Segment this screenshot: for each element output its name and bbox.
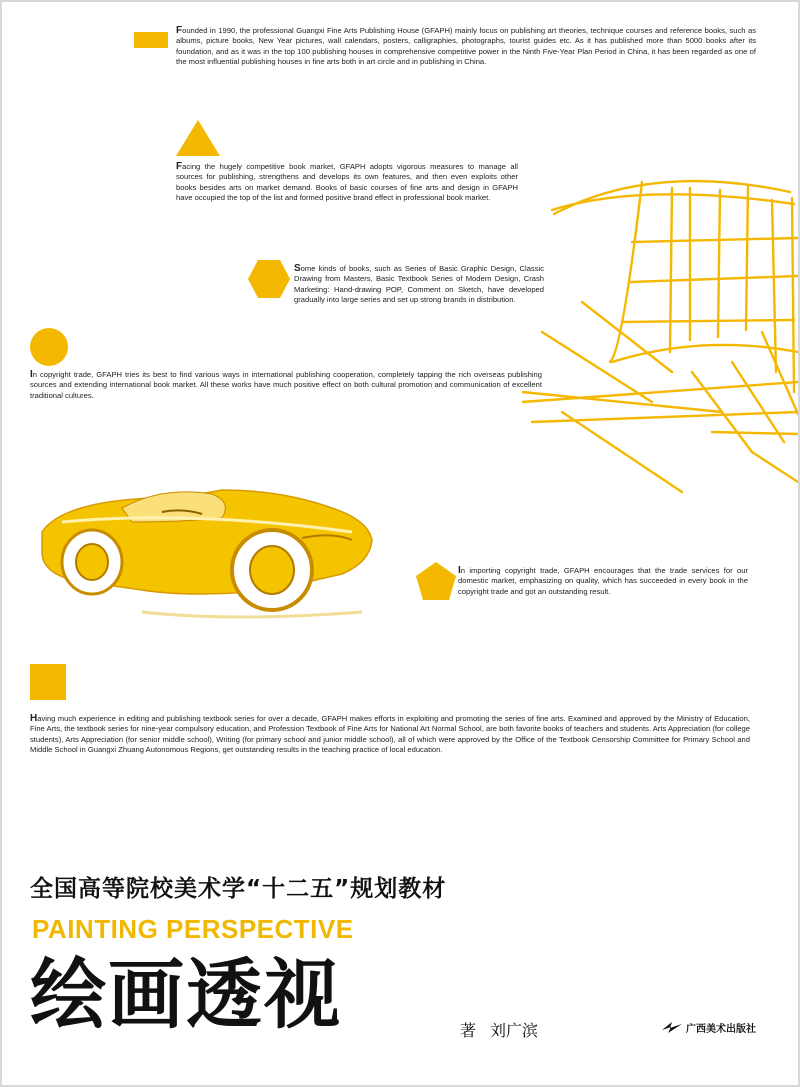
paragraph-founding: Founded in 1990, the professional Guangxi Fine Arts Publishing House (GFAPH) mainly focus on publishing art theories, technique courses and reference books, such as albums, picture books, New Year pictures, wall calendars, posters, calligraphies, photographs, tourist guides etc. As it has published more than 5000 books after its foundation, and as it was in the top 100 publishing houses in comprehensive competitive power in the Ninth Five-Year Plan Period in China, it has been regarded as one of the most influential publishing houses in fine arts both in art circle and in publishing in China. — [176, 25, 756, 67]
publisher-name: 广西美术出版社 — [686, 1024, 756, 1035]
publisher-logo-icon — [660, 1020, 684, 1034]
pentagon-icon — [416, 562, 456, 600]
paragraph-copyright-trade: In copyright trade, GFAPH tries its best to find various ways in international publishing cooperation, completely tapping the rich overseas publishing sources and extending international book market. All these works have much positive effect on both cultural promotion and communication of excellent traditional cultures. — [30, 369, 542, 400]
author-credit — [460, 1018, 610, 1041]
paragraph-market: Facing the hugely competitive book market, GFAPH adopts vigorous measures to manage all sources for publishing, strengthens and develops its own features, and then even exploits other books besides arts on market demand. Books of basic courses of fine arts and design in GFAPH have occupied the top of the list and formed positive brand effect in professional book market. — [176, 161, 518, 203]
author-name: 刘广滨 — [490, 1021, 539, 1040]
paragraph-textbook-series: Having much experience in editing and publishing textbook series for over a decade, GFAPH makes efforts in exploiting and promoting the series of fine arts. Examined and approved by the Ministry of Education, Fine Arts, the textbook series for nine-year compulsory education, and Profession Textbook of Fine Arts for National Art Normal School, are both favorite books of teachers and students. Arts Appreciation (for college students), Arts Appreciation (for senior middle school), Writing (for primary school and junior middle school), all of which were approved by the Office of the Textbook Censorship Committee for Primary School and Middle School in Guangxi Zhuang Autonomous Regions, get outstanding results in the teaching practice of local education. — [30, 713, 750, 755]
author-role: 著 — [460, 1021, 477, 1040]
series-title: 全国高等院校美术学“十二五”规划教材 — [30, 876, 447, 902]
paragraph-importing-copyright: In importing copyright trade, GFAPH encourages that the trade services for our domestic market, emphasizing on quality, which has succeeded in every book in the copyright trade and got an outstanding result. — [458, 565, 748, 596]
square-icon — [30, 664, 66, 700]
triangle-icon — [176, 120, 220, 156]
building-perspective-sketch — [522, 152, 800, 502]
english-book-title: PAINTING PERSPECTIVE — [32, 914, 354, 944]
rectangle-icon — [134, 32, 168, 48]
hexagon-icon — [248, 260, 290, 298]
chinese-book-title: 绘画透视 — [30, 950, 342, 1039]
circle-icon — [30, 328, 68, 366]
sports-car-sketch — [32, 462, 382, 627]
paragraph-book-series: Some kinds of books, such as Series of Basic Graphic Design, Classic Drawing from Masters, Basic Textbook Series of Modern Design, Crash Marketing: Hand-drawing POP, Comment on Sketch, have developed gradually into large series and set up strong brands in distribution. — [294, 263, 544, 305]
